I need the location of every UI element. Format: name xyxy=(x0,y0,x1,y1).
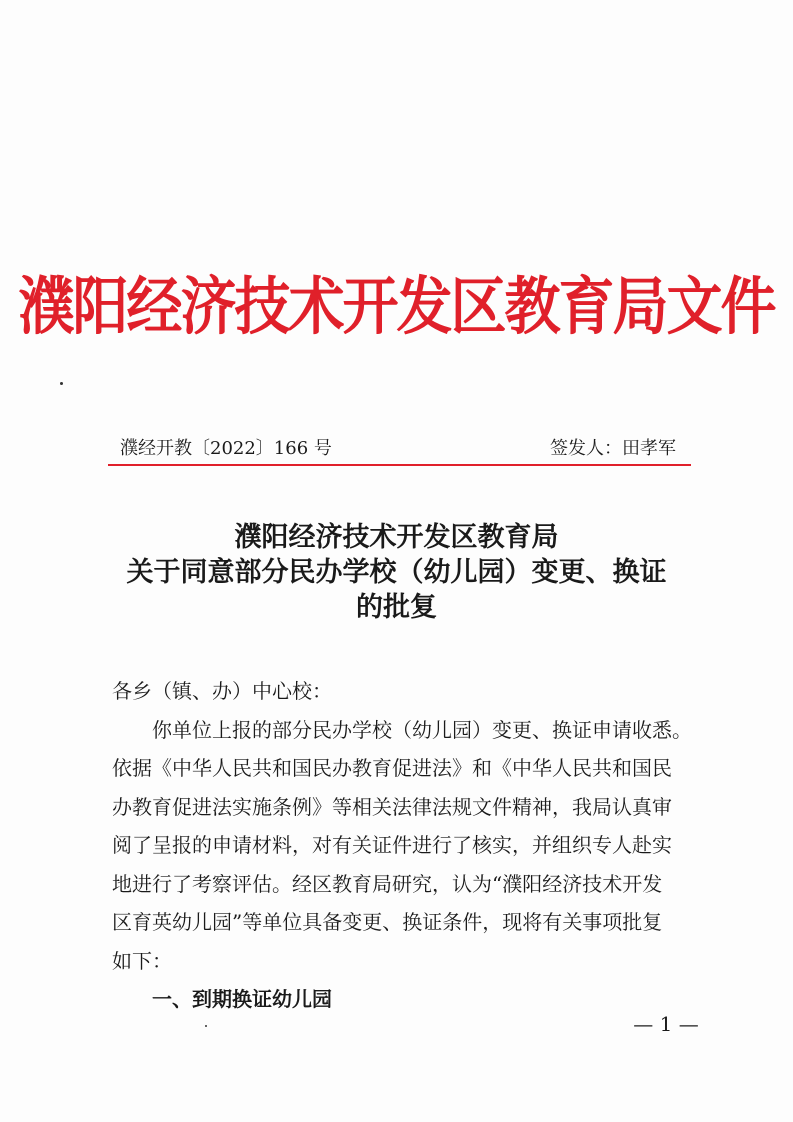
title-line-2: 关于同意部分民办学校（幼儿园）变更、换证 xyxy=(126,557,667,588)
document-info-line xyxy=(108,435,688,463)
paragraph-line: 区育英幼儿园”等单位具备变更、换证条件，现将有关事项批复 xyxy=(112,910,663,934)
page-number: — 1 — xyxy=(633,1012,699,1036)
scan-speck xyxy=(60,382,63,385)
document-body xyxy=(112,672,712,1019)
paragraph-line: 阅了呈报的申请材料，对有关证件进行了核实，并组织专人赴实 xyxy=(112,833,672,857)
document-masthead: 濮阳经济技术开发区教育局文件 xyxy=(18,271,775,344)
scan-speck xyxy=(205,1025,207,1027)
document-title xyxy=(0,520,793,625)
paragraph-line: 你单位上报的部分民办学校（幼儿园）变更、换证申请收悉。 xyxy=(152,717,692,742)
red-divider-line xyxy=(108,464,691,466)
document-number: 濮经开教〔2022〕166 号 xyxy=(120,438,332,459)
salutation: 各乡（镇、办）中心校： xyxy=(112,679,332,703)
paragraph-line: 办教育促进法实施条例》等相关法律法规文件精神，我局认真审 xyxy=(112,794,672,819)
section-heading: 一、到期换证幼儿园 xyxy=(152,987,332,1011)
paragraph-line: 地进行了考察评估。经区教育局研究，认为“濮阳经济技术开发 xyxy=(112,871,663,896)
document-signer: 签发人：田孝军 xyxy=(550,438,676,459)
paragraph-line: 如下： xyxy=(112,948,172,973)
title-line-1: 濮阳经济技术开发区教育局 xyxy=(234,522,559,553)
title-line-3: 的批复 xyxy=(356,592,437,623)
paragraph-line: 依据《中华人民共和国民办教育促进法》和《中华人民共和国民 xyxy=(112,756,672,780)
